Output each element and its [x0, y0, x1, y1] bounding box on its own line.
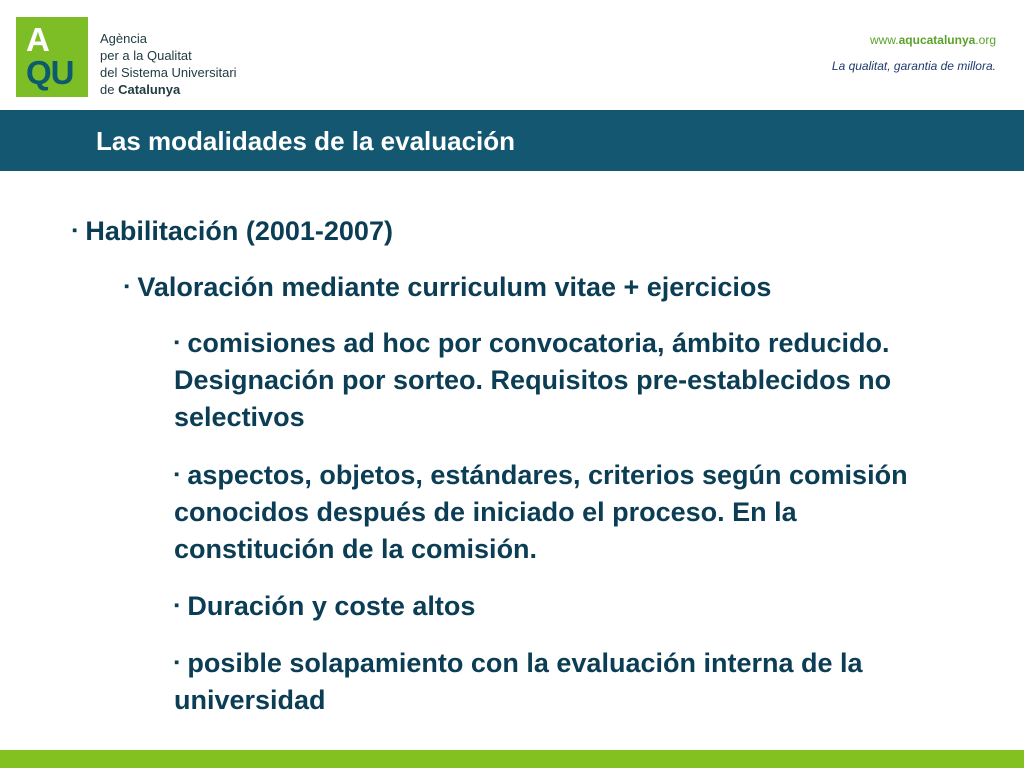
bullet-marker: ▪ — [124, 278, 130, 295]
logo-letters-qu: QU — [26, 54, 74, 91]
agency-line-1: Agència — [100, 31, 147, 46]
bullet-level-1 — [72, 212, 952, 250]
agency-line-4-prefix: de — [100, 82, 119, 97]
agency-line-3: del Sistema Universitari — [100, 65, 237, 80]
bullet-text: comisiones ad hoc por convocatoria, ámbito reducido. Designación por sorteo. Requisitos pre-establecidos no selectivos — [174, 328, 892, 432]
agency-line-2: per a la Qualitat — [100, 48, 192, 63]
agency-line-4-bold: Catalunya — [118, 82, 181, 97]
bullet-marker: ▪ — [174, 334, 180, 351]
website-url-prefix: www. — [869, 33, 899, 47]
slide-title: Las modalidades de la evaluación — [96, 126, 516, 156]
bullet-level-3 — [174, 324, 964, 436]
bullet-text: Duración y coste altos — [187, 591, 476, 621]
bullet-marker: ▪ — [72, 222, 78, 239]
bullet-level-3 — [174, 587, 964, 625]
bullet-marker: ▪ — [174, 654, 180, 671]
bullet-text: aspectos, objetos, estándares, criterios según comisión conocidos después de iniciado el proceso. En la constitución de la comisión. — [174, 460, 908, 564]
logo-letter-a: A — [26, 21, 49, 58]
footer-bar — [0, 750, 1024, 768]
bullet-text: Valoración mediante curriculum vitae + ejercicios — [137, 272, 772, 302]
bullet-marker: ▪ — [174, 597, 180, 614]
bullet-text: Habilitación (2001-2007) — [85, 216, 393, 246]
bullet-marker: ▪ — [174, 466, 180, 483]
bullet-text: posible solapamiento con la evaluación interna de la universidad — [174, 648, 863, 715]
bullet-level-3 — [174, 456, 964, 568]
website-url-domain: aqucatalunya — [898, 33, 976, 47]
bullet-level-2 — [124, 268, 984, 306]
tagline: La qualitat, garantia de millora. — [831, 59, 996, 73]
website-url-suffix: .org — [975, 33, 996, 47]
bullet-level-3 — [174, 644, 964, 719]
